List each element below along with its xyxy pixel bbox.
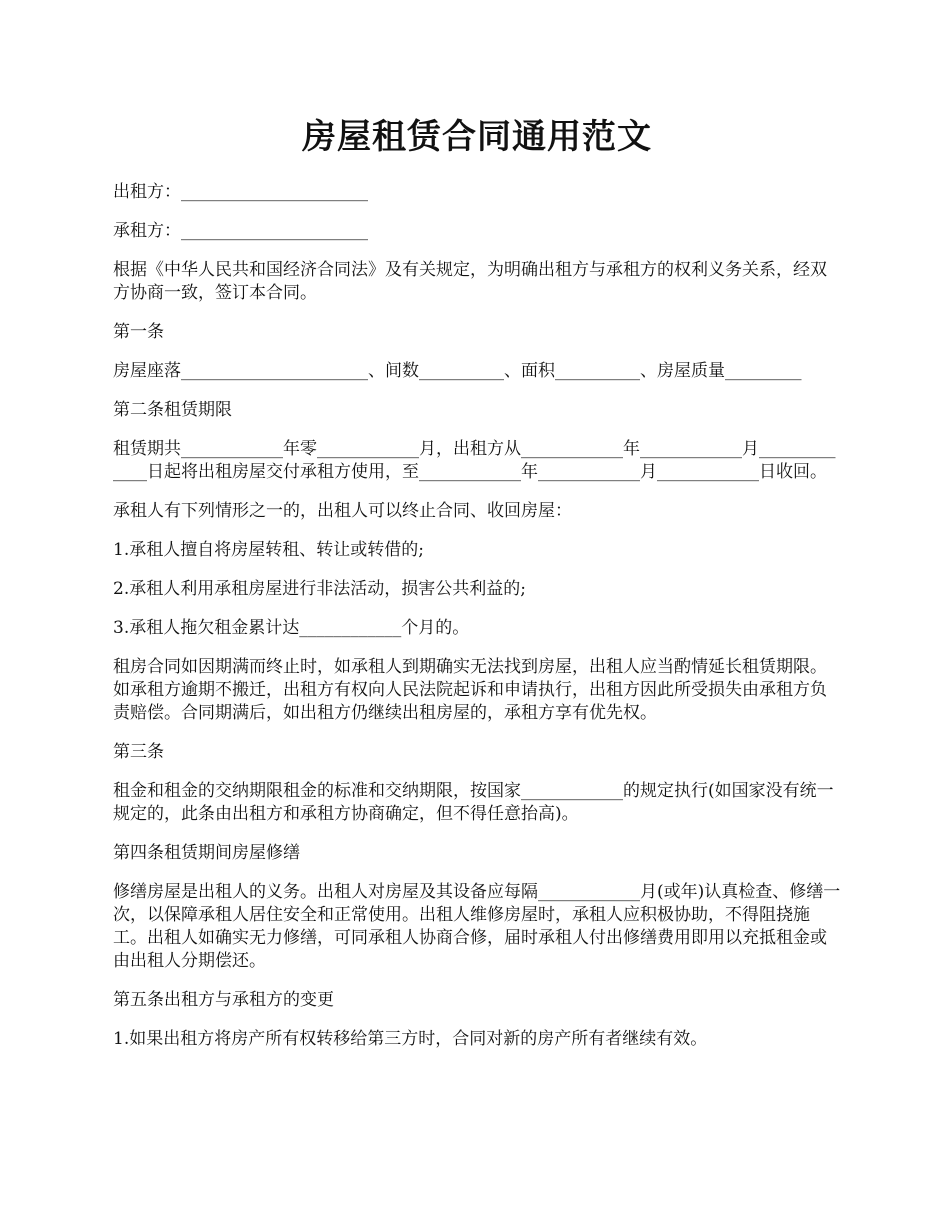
preamble-paragraph: 根据《中华人民共和国经济合同法》及有关规定，为明确出租方与承租方的权利义务关系，经双方协商一致，签订本合同。 xyxy=(113,260,827,303)
lessee-line: 承租方：______________________ xyxy=(113,221,368,241)
termination-item-2: 2.承租人利用承租房屋进行非法活动，损害公共利益的; xyxy=(113,579,526,599)
termination-item-3: 3.承租人拖欠租金累计达____________个月的。 xyxy=(113,618,470,638)
expiry-paragraph: 租房合同如因期满而终止时，如承租人到期确实无法找到房屋，出租人应当酌情延长租赁期限。如承租方逾期不搬迁，出租方有权向人民法院起诉和申请执行，出租方因此所受损失由承租方负责赔偿。合同期满后，如出租方仍继续出租房屋的，承租方享有优先权。 xyxy=(113,657,827,723)
lessor-line: 出租方：______________________ xyxy=(113,182,368,202)
termination-intro: 承租人有下列情形之一的，出租人可以终止合同、收回房屋： xyxy=(113,501,572,521)
article-2-body: 租赁期共____________年零____________月，出租方从____________年____________月_____________日起将出租房屋交付承租方使用，至____________年____________月____________日收回。 xyxy=(113,439,836,482)
article-1-heading: 第一条 xyxy=(113,322,164,342)
article-2-heading: 第二条租赁期限 xyxy=(113,400,232,420)
document-page xyxy=(113,100,841,1067)
article-3-heading: 第三条 xyxy=(113,742,164,762)
article-4-body: 修缮房屋是出租人的义务。出租人对房屋及其设备应每隔____________月(或年)认真检查、修缮一次，以保障承租人居住安全和正常使用。出租人维修房屋时，承租人应积极协助，不得阻挠施工。出租人如确实无力修缮，可同承租人协商合修，届时承租人付出修缮费用即用以充抵租金或由出租人分期偿还。 xyxy=(113,882,841,971)
article-5-heading: 第五条出租方与承租方的变更 xyxy=(113,990,334,1010)
article-4-heading: 第四条租赁期间房屋修缮 xyxy=(113,843,300,863)
article-5-item-1: 1.如果出租方将房产所有权转移给第三方时，合同对新的房产所有者继续有效。 xyxy=(113,1029,708,1049)
article-3-body: 租金和租金的交纳期限租金的标准和交纳期限，按国家____________的规定执行(如国家没有统一规定的，此条由出租方和承租方协商确定，但不得任意抬高)。 xyxy=(113,781,834,824)
document-title: 房屋租赁合同通用范文 xyxy=(302,117,652,157)
article-1-body: 房屋座落______________________、间数__________、面积__________、房屋质量_________ xyxy=(113,361,802,381)
termination-item-1: 1.承租人擅自将房屋转租、转让或转借的; xyxy=(113,540,424,560)
